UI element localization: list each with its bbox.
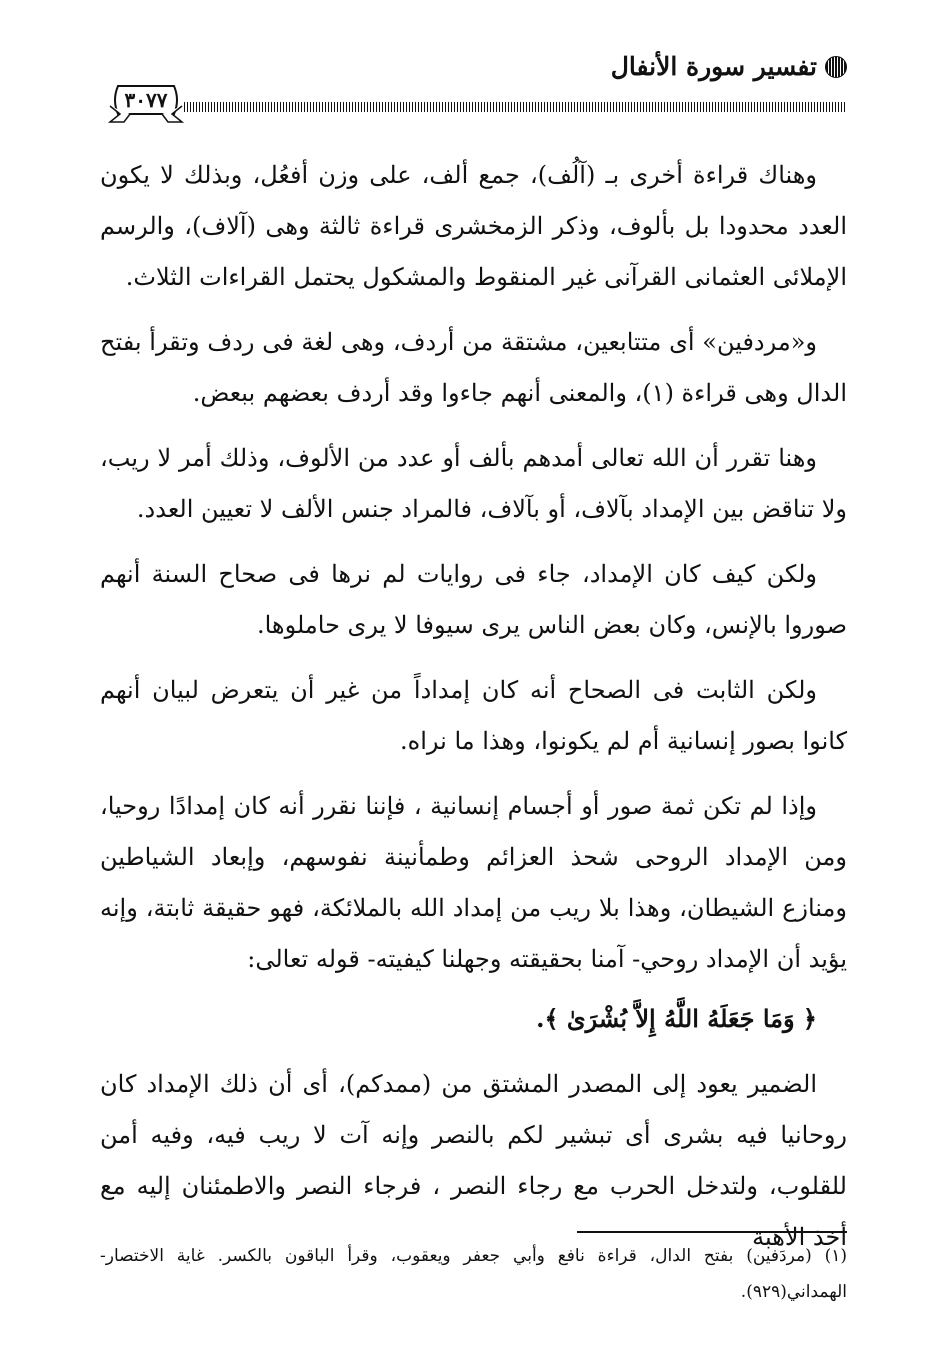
body-text: [100, 150, 847, 1277]
footnote-divider: [577, 1231, 847, 1233]
paragraph: وهنا تقرر أن الله تعالى أمدهم بألف أو عدد من الألوف، وذلك أمر لا ريب، ولا تناقض بين الإمداد بآلاف، أو بآلاف، فالمراد جنس الألف لا تعيين العدد.: [100, 444, 847, 523]
running-title: [611, 52, 847, 81]
ornament-icon: [825, 56, 847, 78]
header-rule: [184, 102, 847, 112]
page-number: ٣٠٧٧: [124, 88, 168, 112]
quran-verse: ﴿ وَمَا جَعَلَهُ اللَّهُ إِلاَّ بُشْرَىٰ ﴾.: [536, 1004, 817, 1033]
paragraph: وهناك قراءة أخرى بـ (آلُف)، جمع ألف، على وزن أفعُل، وبذلك لا يكون العدد محدودا بل بألوف، وذكر الزمخشرى قراءة ثالثة وهى (آلاف)، والرسم الإملائى العثمانى القرآنى غير المنقوط والمشكول يحتمل القراءات الثلاث.: [100, 161, 847, 291]
paragraph: الضمير يعود إلى المصدر المشتق من (ممدكم)، أى أن ذلك الإمداد كان روحانيا فيه بشرى أى تبشير لكم بالنصر وإنه آت لا ريب فيه، وفيه أمن للقلوب، ولتدخل الحرب مع رجاء النصر ، فرجاء النصر والاطمئنان إليه مع أخذ الأهبة: [100, 1070, 847, 1251]
paragraph: ولكن كيف كان الإمداد، جاء فى روايات لم نرها فى صحاح السنة أنهم صوروا بالإنس، وكان بعض الناس يرى سيوفا لا يرى حاملوها.: [100, 560, 847, 639]
footnote: (١) (مردَفين) بفتح الدال، قراءة نافع وأبي جعفر ويعقوب، وقرأ الباقون بالكسر. غاية الاختصار- الهمداني(٩٢٩).: [100, 1246, 847, 1302]
paragraph: و«مردفين» أى متتابعين، مشتقة من أردف، وهى لغة فى ردف وتقرأ بفتح الدال وهى قراءة (١)، والمعنى أنهم جاءوا وقد أردف بعضهم ببعض.: [100, 328, 847, 407]
page-number-badge: [108, 82, 184, 124]
paragraph: ولكن الثابت فى الصحاح أنه كان إمداداً من غير أن يتعرض لبيان أنهم كانوا بصور إنسانية أم لم يكونوا، وهذا ما نراه.: [100, 676, 847, 755]
paragraph: وإذا لم تكن ثمة صور أو أجسام إنسانية ، فإننا نقرر أنه كان إمدادًا روحيا، ومن الإمداد الروحى شحذ العزائم وطمأنينة نفوسهم، وإبعاد الشياطين ومنازع الشيطان، وهذا بلا ريب من إمداد الله بالملائكة، فهو حقيقة ثابتة، وإنه يؤيد أن الإمداد روحي- آمنا بحقيقته وجهلنا كيفيته- قوله تعالى:: [100, 792, 847, 973]
surah-title: تفسير سورة الأنفال: [610, 52, 817, 81]
page-header: [96, 44, 847, 136]
